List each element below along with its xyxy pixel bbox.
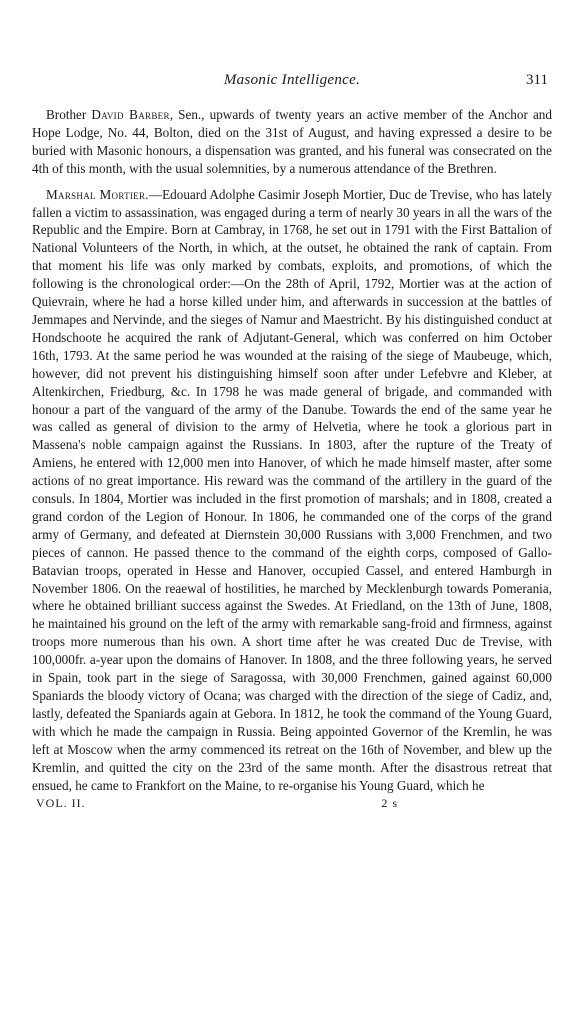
barber-name: David Barber	[91, 107, 170, 122]
running-title: Masonic Intelligence.	[223, 72, 361, 88]
mortier-heading: Marshal Mortier.	[46, 186, 149, 202]
barber-lead: Brother	[46, 107, 92, 122]
volume-label: VOL. II.	[36, 796, 86, 811]
page-number: 311	[526, 72, 548, 88]
book-page	[32, 72, 552, 814]
running-head	[32, 72, 552, 92]
page-footer	[32, 796, 552, 814]
mortier-paragraph	[32, 186, 552, 795]
barber-obituary-paragraph	[32, 106, 552, 178]
mortier-text: —Edouard Adolphe Casimir Joseph Mortier, Duc de Trevise, who has lately fallen a victim to assassination, was engaged during a term of nearly 30 years in all the wars of the Republic and the Empire. Born at Cambray, in 1768, he set out in 1791 with the First Battalion of National Volunteers of the North, in which, at the outset, he obtained the rank of captain. From that moment his life was only marked by combats, exploits, and promotions, of which the following is the chronological order:—On the 28th of April, 1792, Mortier was at the action of Quievrain, where he had a horse killed under him, and afterwards in succession at the battles of Jemmapes and Nervinde, and the sieges of Namur and Maestricht. By his distinguished conduct at Hondschoote he acquired the rank of Adjutant-General, which was conferred on him October 16th, 1793. At the same period he was wounded at the raising of the siege of Maubeuge, which, however, did not prevent his distinguishing himself soon after under Lefebvre and Kleber, at Altenkirchen, Friedburg, &c. In 1798 he was made general of brigade, and commanded with honour a part of the vanguard of the army of the Danube. Towards the end of the same year he was called as general of division to the army of Helvetia, where he took a glorious part in Massena's noble campaign against the Russians. In 1803, after the rupture of the Treaty of Amiens, he entered with 12,000 men into Hanover, of which he made himself master, after some actions of no great importance. His reward was the command of the artillery in the guard of the consuls. In 1804, Mortier was included in the first promotion of marshals; and in 1808, created a grand cordon of the Legion of Honour. In 1806, he commanded one of the corps of the grand army of Germany, and defeated at Diernstein 30,000 Russians with 3,000 Frenchmen, and two pieces of cannon. He passed thence to the command of the eighth corps, composed of Gallo-Batavian troops, operated in Hesse and Hanover, occupied Cassel, and entered Hamburgh in November 1806. On the reaewal of hostilities, he marched by Mecklenburgh towards Pomerania, where he obtained brilliant success against the Swedes. At Friedland, on the 13th of June, 1808, he maintained his ground on the left of the army with remarkable sang-froid and firmness, against troops more numerous than his own. A short time after he was created Duc de Trevise, with 100,000fr. a-year upon the domains of Hanover. In 1808, and the three following years, he served in Spain, took part in the siege of Saragossa, with 30,000 Frenchmen, gained against 60,000 Spaniards the bloody victory of Ocana; was charged with the direction of the siege of Cadiz, and, lastly, defeated the Spaniards again at Gebora. In 1812, he took the command of the Young Guard, with which he made the campaign in Russia. Being appointed Governor of the Kremlin, he was left at Moscow when the army commenced its retreat on the 16th of November, and blew up the Kremlin, and quitted the city on the 23rd of the same month. After the disastrous retreat that ensued, he came to Frankfort on the Maine, to re-organise his Young Guard, which he	[32, 186, 553, 793]
barber-text: , Sen., upwards of twenty years an active member of the Anchor and Hope Lodge, No. 44, Bolton, died on the 31st of August, and having expressed a desire to be buried with Masonic honours, a dispensation was granted, and his funeral was consecrated on the 4th of this month, with the usual solemnities, by a numerous attendance of the Brethren.	[32, 107, 552, 176]
signature-mark: 2 s	[381, 796, 398, 811]
